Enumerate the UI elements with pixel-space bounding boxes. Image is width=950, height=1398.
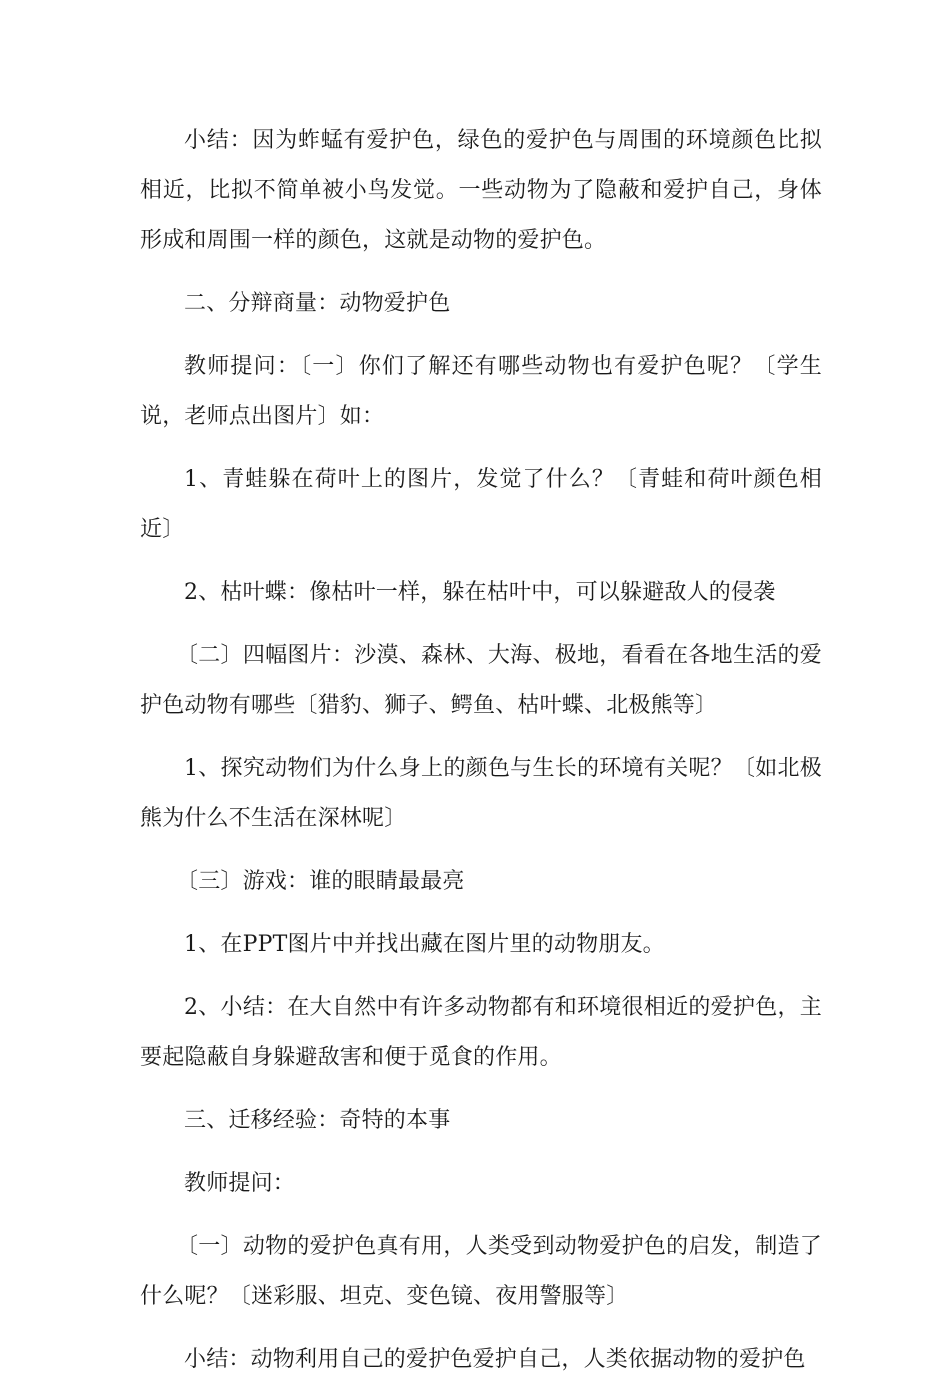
paragraph-human-inspiration: 〔一〕动物的爱护色真有用，人类受到动物爱护色的启发，制造了什么呢？〔迷彩服、坦克、变色镜、夜用警服等〕 xyxy=(140,1234,822,1309)
paragraph-teacher-question-1: 教师提问：〔一〕你们了解还有哪些动物也有爱护色呢？〔学生说，老师点出图片〕如： xyxy=(140,354,822,429)
list-item-summary-nature: 2、小结：在大自然中有许多动物都有和环境很相近的爱护色，主要起隐蔽自身躲避敌害和便于觅食的作用。 xyxy=(140,995,822,1070)
list-item-frog: 1、青蛙躲在荷叶上的图片，发觉了什么？〔青蛙和荷叶颜色相近〕 xyxy=(140,467,822,542)
document-body xyxy=(140,116,822,1398)
list-item-leaf-butterfly: 2、枯叶蝶：像枯叶一样，躲在枯叶中，可以躲避敌人的侵袭 xyxy=(184,580,776,605)
section-heading-3: 三、迁移经验：奇特的本事 xyxy=(184,1108,451,1133)
paragraph-four-pictures: 〔二〕四幅图片：沙漠、森林、大海、极地，看看在各地生活的爱护色动物有哪些〔猎豹、狮子、鳄鱼、枯叶蝶、北极熊等〕 xyxy=(140,643,822,718)
paragraph-final-summary: 小结：动物利用自己的爱护色爱护自己，人类依据动物的爱护色 xyxy=(184,1347,806,1372)
list-item-ppt: 1、在PPT图片中并找出藏在图片里的动物朋友。 xyxy=(184,932,665,957)
list-item-explore: 1、探究动物们为什么身上的颜色与生长的环境有关呢？〔如北极熊为什么不生活在深林呢〕 xyxy=(140,756,822,831)
section-heading-2: 二、分辩商量：动物爱护色 xyxy=(184,291,451,316)
paragraph-game: 〔三〕游戏：谁的眼睛最最亮 xyxy=(176,869,465,894)
paragraph-teacher-question-label: 教师提问： xyxy=(184,1171,296,1196)
paragraph-summary-camouflage: 小结：因为蚱蜢有爱护色，绿色的爱护色与周围的环境颜色比拟相近，比拟不简单被小鸟发觉。一些动物为了隐蔽和爱护自己，身体形成和周围一样的颜色，这就是动物的爱护色。 xyxy=(140,128,822,253)
